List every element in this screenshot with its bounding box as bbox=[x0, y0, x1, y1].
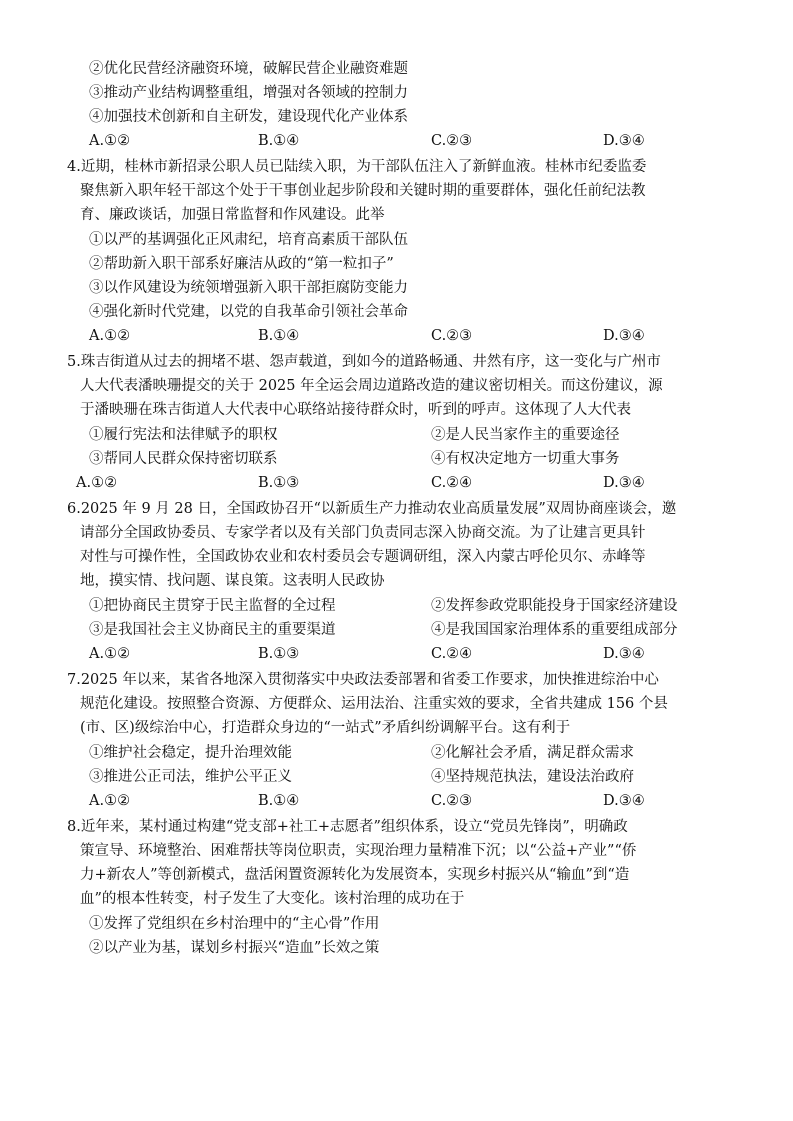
answer-item: ④是我国国家治理体系的重要组成部分 bbox=[431, 622, 678, 638]
question-stem-line: 血”的根本性转变，村子发生了大变化。该村治理的成功在于 bbox=[80, 891, 465, 907]
option-b: B.①④ bbox=[258, 793, 300, 809]
option-d: D.③④ bbox=[603, 133, 645, 149]
question-stem-line: 7.2025 年以来，某省各地深入贯彻落实中央政法委部署和省委工作要求，加快推进综治中心 bbox=[67, 672, 659, 688]
answer-item: ②发挥参政党职能投身于国家经济建设 bbox=[431, 598, 678, 614]
option-d: D.③④ bbox=[603, 646, 645, 662]
answer-item: ①以严的基调强化正风肃纪，培育高素质干部队伍 bbox=[89, 232, 408, 248]
option-a: A.①② bbox=[89, 133, 131, 149]
question-stem-line: 8.近年来，某村通过构建“党支部+社工+志愿者”组织体系，设立“党员先锋岗”，明确政 bbox=[67, 819, 628, 835]
question-stem-line: 规范化建设。按照整合资源、方便群众、运用法治、注重实效的要求，全省共建成 156 个县 bbox=[80, 696, 668, 712]
question-stem-line: 策宣导、环境整治、困难帮扶等岗位职责，实现治理力量精准下沉；以“公益+产业”“侨 bbox=[80, 843, 637, 859]
option-c: C.②③ bbox=[431, 793, 473, 809]
answer-item: ④坚持规范执法，建设法治政府 bbox=[431, 769, 634, 785]
option-c: C.②④ bbox=[431, 475, 473, 491]
question-stem-line: 5.珠吉街道从过去的拥堵不堪、怨声载道，到如今的道路畅通、井然有序，这一变化与广州市 bbox=[67, 354, 661, 370]
option-a: A.①② bbox=[89, 646, 131, 662]
question-stem-line: 6.2025 年 9 月 28 日，全国政协召开“以新质生产力推动农业高质量发展”双周协商座谈会，邀 bbox=[67, 501, 677, 517]
option-c: C.②③ bbox=[431, 133, 473, 149]
answer-item: ②以产业为基，谋划乡村振兴“造血”长效之策 bbox=[89, 940, 380, 956]
option-b: B.①④ bbox=[258, 133, 300, 149]
answer-item: ④强化新时代党建，以党的自我革命引领社会革命 bbox=[89, 304, 408, 320]
answer-item: ①发挥了党组织在乡村治理中的“主心骨”作用 bbox=[89, 916, 380, 932]
question-stem-line: 人大代表潘映珊提交的关于 2025 年全运会周边道路改造的建议密切相关。而这份建议，源 bbox=[80, 378, 663, 394]
answer-item: ③是我国社会主义协商民主的重要渠道 bbox=[89, 622, 336, 638]
answer-item: ②优化民营经济融资环境，破解民营企业融资难题 bbox=[89, 61, 408, 77]
answer-item: ④加强技术创新和自主研发，建设现代化产业体系 bbox=[89, 109, 408, 125]
answer-item: ①把协商民主贯穿于民主监督的全过程 bbox=[89, 598, 336, 614]
option-a: A.①② bbox=[89, 328, 131, 344]
answer-item: ③以作风建设为统领增强新入职干部拒腐防变能力 bbox=[89, 280, 408, 296]
question-stem-line: 对性与可操作性，全国政协农业和农村委员会专题调研组，深入内蒙古呼伦贝尔、赤峰等 bbox=[80, 549, 646, 565]
question-stem-line: 力+新农人”等创新模式，盘活闲置资源转化为发展资本，实现乡村振兴从“输血”到“造 bbox=[80, 867, 630, 883]
answer-item: ①维护社会稳定，提升治理效能 bbox=[89, 745, 292, 761]
option-b: B.①③ bbox=[258, 475, 300, 491]
option-c: C.②③ bbox=[431, 328, 473, 344]
question-stem-line: 请部分全国政协委员、专家学者以及有关部门负责同志深入协商交流。为了让建言更具针 bbox=[80, 525, 646, 541]
answer-item: ③推进公正司法，维护公平正义 bbox=[89, 769, 292, 785]
question-stem-line: 地，摸实情、找问题、谋良策。这表明人民政协 bbox=[80, 573, 385, 589]
option-b: B.①③ bbox=[258, 646, 300, 662]
question-stem-line: 聚焦新入职年轻干部这个处于干事创业起步阶段和关键时期的重要群体，强化任前纪法教 bbox=[80, 183, 646, 199]
answer-item: ④有权决定地方一切重大事务 bbox=[431, 451, 620, 467]
question-stem-line: 4.近期，桂林市新招录公职人员已陆续入职，为干部队伍注入了新鲜血液。桂林市纪委监委 bbox=[67, 159, 647, 175]
question-stem-line: (市、区)级综治中心，打造群众身边的“一站式”矛盾纠纷调解平台。这有利于 bbox=[80, 720, 571, 736]
option-d: D.③④ bbox=[603, 475, 645, 491]
option-c: C.②④ bbox=[431, 646, 473, 662]
answer-item: ①履行宪法和法律赋予的职权 bbox=[89, 427, 278, 443]
answer-item: ③推动产业结构调整重组，增强对各领域的控制力 bbox=[89, 85, 408, 101]
answer-item: ②化解社会矛盾，满足群众需求 bbox=[431, 745, 634, 761]
answer-item: ③帮同人民群众保持密切联系 bbox=[89, 451, 278, 467]
option-d: D.③④ bbox=[603, 793, 645, 809]
option-b: B.①④ bbox=[258, 328, 300, 344]
answer-item: ②帮助新入职干部系好廉洁从政的“第一粒扣子” bbox=[89, 256, 394, 272]
option-a: A.①② bbox=[76, 475, 118, 491]
option-d: D.③④ bbox=[603, 328, 645, 344]
question-stem-line: 于潘映珊在珠吉街道人大代表中心联络站接待群众时，听到的呼声。这体现了人大代表 bbox=[80, 402, 631, 418]
option-a: A.①② bbox=[89, 793, 131, 809]
question-stem-line: 育、廉政谈话，加强日常监督和作风建设。此举 bbox=[80, 207, 385, 223]
answer-item: ②是人民当家作主的重要途径 bbox=[431, 427, 620, 443]
